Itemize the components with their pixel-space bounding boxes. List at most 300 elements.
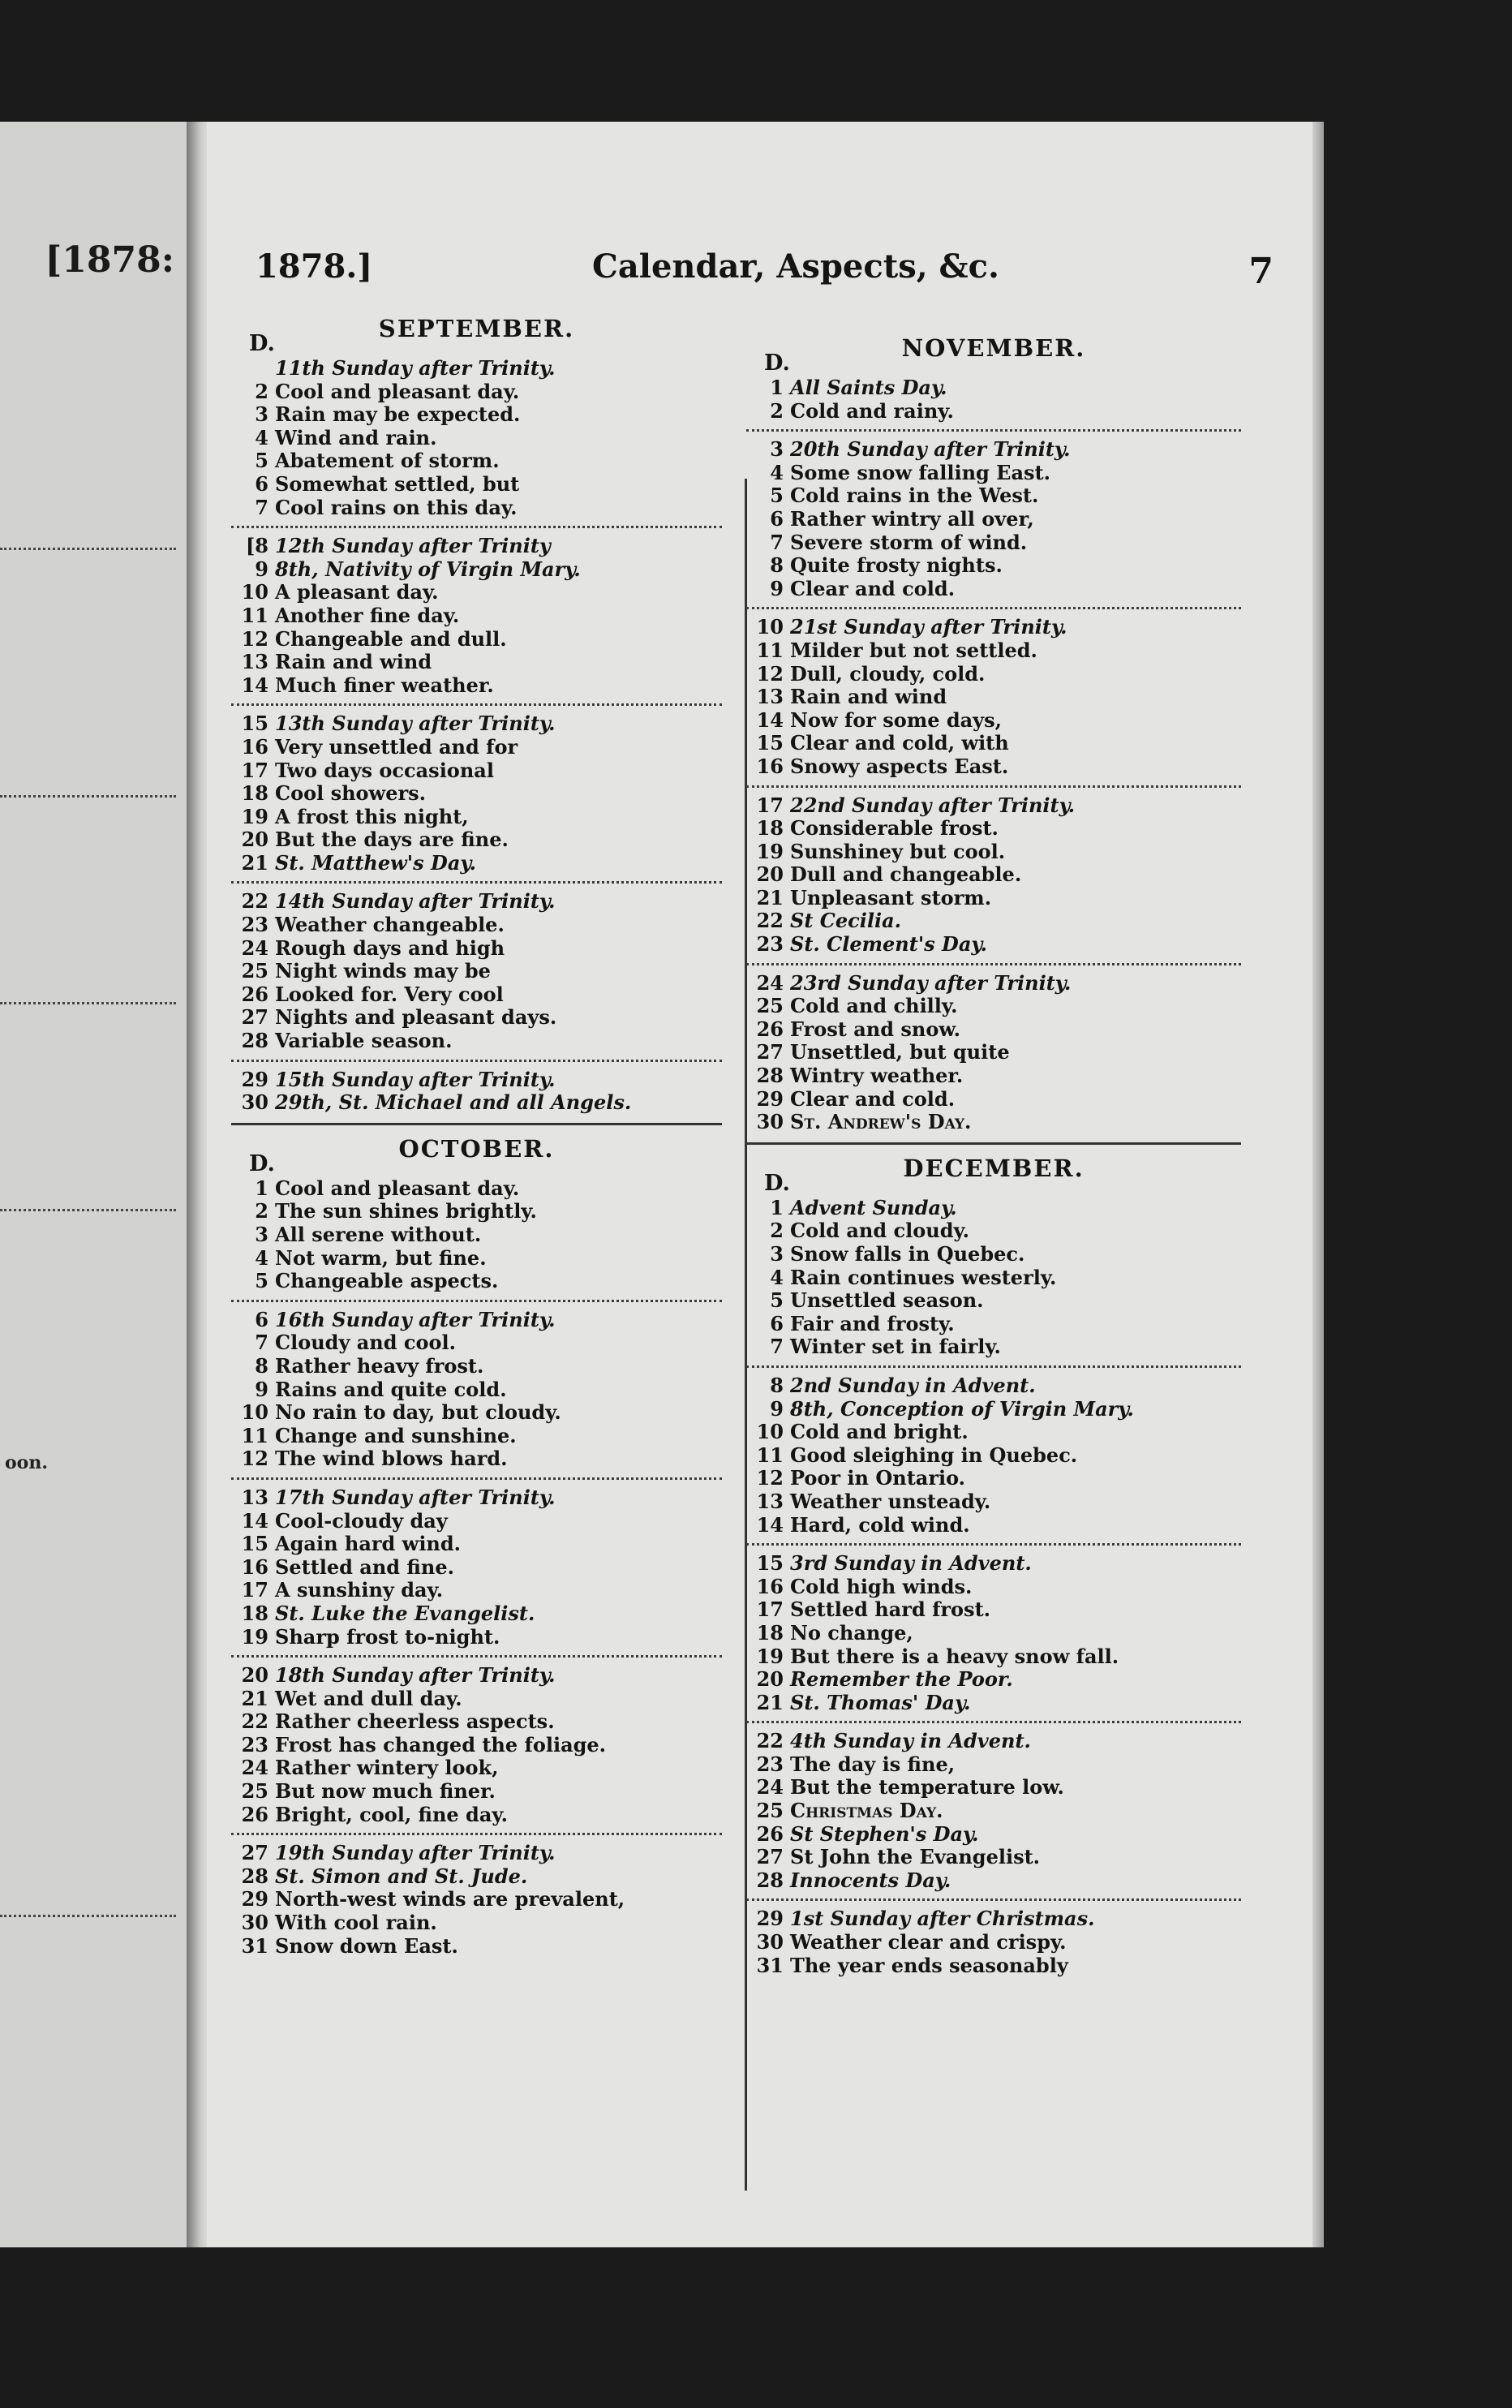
- calendar-entry: [231, 914, 722, 937]
- calendar-entry: [746, 794, 1241, 818]
- day-number: 18: [241, 781, 268, 806]
- day-number: 22: [756, 1729, 784, 1753]
- facing-page-rule: [0, 1002, 176, 1004]
- week-separator: [746, 963, 1241, 965]
- calendar-entry: [231, 759, 722, 783]
- day-note: The day is fine,: [790, 1752, 956, 1776]
- day-note: Cold high winds.: [790, 1574, 973, 1598]
- calendar-entry: [746, 1111, 1241, 1134]
- page-year: 1878.]: [256, 247, 373, 286]
- day-number: 9: [255, 557, 268, 581]
- day-number: 18: [756, 816, 784, 841]
- calendar-entry: [231, 1006, 722, 1030]
- day-note: Cloudy and cool.: [275, 1331, 456, 1355]
- day-number: 31: [756, 1953, 784, 1977]
- day-note: Somewhat settled, but: [275, 471, 520, 496]
- day-number: 20: [241, 828, 268, 852]
- day-note: Variable season.: [275, 1029, 453, 1053]
- day-number: 22: [241, 1709, 268, 1734]
- day-number: 27: [241, 1005, 268, 1030]
- day-number: 13: [241, 1485, 268, 1509]
- calendar-entry: [231, 890, 722, 914]
- day-note: Change and sunshine.: [275, 1423, 517, 1447]
- day-column-label: D.: [764, 350, 790, 376]
- calendar-entry: [231, 1935, 722, 1959]
- day-number: 8: [770, 553, 784, 578]
- day-note: Nights and pleasant days.: [275, 1005, 557, 1030]
- calendar-entry: [746, 1598, 1241, 1622]
- calendar-entry: [746, 639, 1241, 663]
- calendar-entry: [231, 1757, 722, 1780]
- day-number: 3: [770, 1242, 784, 1266]
- day-number: 7: [255, 1331, 268, 1355]
- calendar-entry: [746, 1398, 1241, 1421]
- day-number: 17: [241, 758, 268, 782]
- calendar-entry: [231, 1780, 722, 1804]
- day-note: Unsettled season.: [790, 1288, 984, 1313]
- day-note: 2nd Sunday in Advent.: [790, 1373, 1036, 1397]
- day-number: 9: [770, 1396, 784, 1421]
- calendar-entry: [231, 712, 722, 736]
- day-note: Cool-cloudy day: [275, 1508, 448, 1533]
- calendar-entry: [746, 1467, 1241, 1490]
- day-number: 22: [241, 889, 268, 914]
- day-number: 10: [241, 1400, 268, 1425]
- day-note: No change,: [790, 1620, 913, 1645]
- day-number: 28: [241, 1864, 268, 1888]
- calendar-entry: [746, 1907, 1241, 1931]
- day-number: 29: [241, 1887, 268, 1911]
- day-number: 6: [255, 1307, 268, 1331]
- calendar-entry: [231, 1401, 722, 1425]
- day-note: St Stephen's Day.: [790, 1821, 979, 1846]
- calendar-entry: [231, 806, 722, 829]
- day-number: 17: [756, 793, 784, 817]
- day-number: 10: [756, 1420, 784, 1444]
- calendar-entry: [231, 1200, 722, 1223]
- day-note: Cold rains in the West.: [790, 484, 1039, 508]
- page-title: Calendar, Aspects, &c.: [592, 247, 999, 286]
- calendar-entry: [746, 484, 1241, 508]
- day-note: Settled hard frost.: [790, 1597, 991, 1622]
- calendar-entry: [231, 558, 722, 582]
- day-number: 16: [241, 1554, 268, 1579]
- day-number: 25: [241, 959, 268, 983]
- day-note: Weather changeable.: [275, 913, 505, 937]
- day-note: Changeable aspects.: [275, 1269, 499, 1293]
- calendar-entry: [231, 1579, 722, 1602]
- week-separator: [231, 703, 722, 706]
- day-number: 2: [770, 398, 784, 423]
- month-divider: [746, 1142, 1241, 1145]
- calendar-entry: [746, 863, 1241, 887]
- calendar-entry: [746, 1088, 1241, 1112]
- calendar-entry: [746, 1692, 1241, 1715]
- day-number: 16: [241, 734, 268, 759]
- day-note: Changeable and dull.: [275, 626, 507, 651]
- day-number: 15: [241, 712, 268, 736]
- day-number: 13: [756, 1489, 784, 1513]
- calendar-entry: [231, 1309, 722, 1332]
- calendar-entry: [746, 1374, 1241, 1398]
- calendar-entry: [746, 1954, 1241, 1978]
- calendar-entry: [746, 554, 1241, 578]
- calendar-entry: [231, 782, 722, 806]
- month-divider: [231, 1123, 722, 1125]
- calendar-entry: [231, 1688, 722, 1711]
- day-note: St Cecilia.: [790, 909, 902, 933]
- day-note: Weather clear and crispy.: [790, 1930, 1067, 1954]
- calendar-entry: [231, 1626, 722, 1649]
- day-note: Milder but not settled.: [790, 638, 1037, 662]
- day-note: Weather unsteady.: [790, 1489, 991, 1513]
- calendar-entry: [746, 933, 1241, 957]
- day-number: 5: [770, 1288, 784, 1313]
- day-note: The year ends seasonably: [790, 1953, 1068, 1977]
- day-note: 8th, Nativity of Virgin Mary.: [275, 557, 581, 581]
- calendar-entry: [231, 983, 722, 1007]
- day-number: 31: [241, 1933, 268, 1958]
- calendar-entry: [746, 438, 1241, 462]
- calendar-entry: [231, 535, 722, 558]
- week-separator: [231, 1060, 722, 1062]
- calendar-entry: [746, 1444, 1241, 1468]
- month-november: [746, 334, 1241, 1134]
- day-note: Frost and snow.: [790, 1017, 960, 1041]
- month-september: [231, 315, 722, 1115]
- day-number: 20: [241, 1663, 268, 1688]
- day-number: 17: [756, 1597, 784, 1622]
- day-note: 3rd Sunday in Advent.: [790, 1551, 1032, 1576]
- calendar-entry: [231, 1486, 722, 1510]
- calendar-entry: [746, 1421, 1241, 1444]
- day-note: Poor in Ontario.: [790, 1466, 966, 1490]
- calendar-entry: [746, 755, 1241, 779]
- week-separator: [746, 1721, 1241, 1723]
- calendar-entry: [746, 1753, 1241, 1777]
- calendar-entry: [746, 1576, 1241, 1599]
- week-separator: [231, 1477, 722, 1480]
- day-note: Wintry weather.: [790, 1064, 964, 1088]
- calendar-entry: [231, 651, 722, 674]
- day-note: Unpleasant storm.: [790, 885, 992, 909]
- day-note: Again hard wind.: [275, 1532, 462, 1556]
- calendar-entry: [231, 937, 722, 961]
- day-note: Now for some days,: [790, 707, 1002, 732]
- day-note: 16th Sunday after Trinity.: [275, 1307, 556, 1331]
- week-separator: [746, 1543, 1241, 1546]
- day-number: 14: [241, 1508, 268, 1533]
- day-number: 29: [756, 1907, 784, 1931]
- day-note: Cool showers.: [275, 781, 426, 806]
- calendar-entry: [231, 1177, 722, 1201]
- day-note: Rather wintery look,: [275, 1756, 499, 1780]
- calendar-entry: [746, 1313, 1241, 1336]
- calendar-entry: [746, 1931, 1241, 1954]
- week-separator: [746, 1365, 1241, 1368]
- day-note: Christmas Day.: [790, 1799, 943, 1823]
- calendar-entry: [746, 709, 1241, 733]
- calendar-entry: [231, 828, 722, 852]
- calendar-entry: [231, 581, 722, 604]
- page-number: 7: [1248, 251, 1274, 292]
- day-note: Rain and wind: [790, 685, 947, 709]
- day-number: 4: [255, 1245, 268, 1270]
- day-note: Looked for. Very cool: [275, 982, 504, 1006]
- calendar-entry: [231, 1664, 722, 1688]
- day-note: But the temperature low.: [790, 1775, 1064, 1800]
- calendar-entry: [231, 1734, 722, 1757]
- day-number: 4: [770, 1265, 784, 1289]
- day-number: 27: [756, 1040, 784, 1064]
- calendar-entry: [746, 1552, 1241, 1576]
- day-number: 20: [756, 1667, 784, 1692]
- day-number: 19: [241, 1624, 268, 1649]
- day-note: 19th Sunday after Trinity.: [275, 1841, 556, 1865]
- day-number: 1: [255, 1176, 268, 1200]
- day-number: 23: [241, 1732, 268, 1757]
- day-number: 16: [756, 754, 784, 778]
- calendar-entry: [746, 841, 1241, 864]
- facing-page: [0, 122, 191, 2247]
- calendar-entry: [231, 497, 722, 520]
- day-note: Severe storm of wind.: [790, 530, 1028, 554]
- calendar-entry: [231, 1447, 722, 1471]
- week-separator: [231, 1655, 722, 1658]
- day-number: 12: [756, 1466, 784, 1490]
- calendar-entry: [231, 1804, 722, 1827]
- day-note: 4th Sunday in Advent.: [790, 1729, 1031, 1753]
- day-note: A pleasant day.: [275, 580, 439, 604]
- day-number: 29: [756, 1086, 784, 1111]
- day-note: Cold and chilly.: [790, 994, 958, 1018]
- book-gutter: [187, 122, 209, 2247]
- day-note: 17th Sunday after Trinity.: [275, 1485, 556, 1509]
- day-number: 22: [756, 909, 784, 933]
- day-note: Quite frosty nights.: [790, 553, 1003, 578]
- day-number: 24: [756, 1775, 784, 1800]
- calendar-entry: [746, 909, 1241, 933]
- day-number: 7: [770, 530, 784, 554]
- page-header: [231, 247, 1306, 296]
- calendar-entry: [746, 1041, 1241, 1064]
- calendar-entry: [746, 1289, 1241, 1313]
- calendar-entry: [746, 616, 1241, 639]
- calendar-entry: [746, 1335, 1241, 1359]
- day-note: Cool and pleasant day.: [275, 379, 520, 403]
- day-number: 15: [756, 731, 784, 755]
- day-note: Cool rains on this day.: [275, 495, 518, 519]
- day-number: 1: [770, 376, 784, 399]
- day-note: Considerable frost.: [790, 816, 999, 841]
- calendar-entry: [746, 887, 1241, 910]
- calendar-entry: [746, 1490, 1241, 1514]
- day-number: 5: [255, 1269, 268, 1293]
- day-column-label: D.: [764, 1170, 790, 1196]
- calendar-page: [207, 122, 1322, 2247]
- day-note: Snow falls in Quebec.: [790, 1242, 1025, 1266]
- day-note: Sunshiney but cool.: [790, 839, 1006, 863]
- calendar-entry: [231, 1533, 722, 1556]
- day-note: St. Simon and St. Jude.: [275, 1864, 528, 1888]
- day-note: No rain to day, but cloudy.: [275, 1400, 561, 1425]
- calendar-entry: [231, 1865, 722, 1889]
- day-number: 16: [756, 1574, 784, 1598]
- calendar-entry: [231, 1270, 722, 1293]
- day-note: 14th Sunday after Trinity.: [275, 889, 556, 914]
- day-number: 3: [255, 402, 268, 427]
- day-number: 17: [241, 1578, 268, 1602]
- calendar-entry: [231, 473, 722, 497]
- day-note: Some snow falling East.: [790, 460, 1050, 484]
- calendar-entry: [231, 736, 722, 759]
- calendar-entry: [746, 1243, 1241, 1266]
- day-number: 18: [756, 1620, 784, 1645]
- month-heading: [231, 1135, 722, 1177]
- day-note: Cold and cloudy.: [790, 1219, 970, 1243]
- calendar-entry: [231, 1425, 722, 1448]
- day-number: 28: [756, 1064, 784, 1088]
- day-number: 26: [241, 982, 268, 1006]
- day-number: 23: [756, 1752, 784, 1776]
- facing-page-header: [1878:: [45, 239, 174, 281]
- day-number: 7: [255, 495, 268, 519]
- calendar-entry: [746, 1869, 1241, 1893]
- day-note: Dull, cloudy, cold.: [790, 661, 986, 686]
- day-number: 9: [770, 576, 784, 600]
- day-number: 30: [241, 1090, 268, 1115]
- calendar-entry: [746, 508, 1241, 531]
- day-number: 12: [241, 1447, 268, 1471]
- right-column: [746, 334, 1241, 1977]
- day-number: 24: [756, 970, 784, 995]
- day-number: 30: [756, 1110, 784, 1134]
- day-note: But now much finer.: [275, 1779, 496, 1804]
- day-number: 20: [756, 862, 784, 887]
- week-separator: [231, 526, 722, 528]
- month-heading: [746, 334, 1241, 376]
- day-note: St John the Evangelist.: [790, 1845, 1041, 1869]
- calendar-entry: [231, 403, 722, 427]
- calendar-entry: [231, 1602, 722, 1626]
- calendar-entry: [746, 686, 1241, 709]
- day-number: 24: [241, 935, 268, 960]
- calendar-entry: [231, 1030, 722, 1053]
- day-note: A frost this night,: [275, 804, 469, 828]
- calendar-entry: [746, 1846, 1241, 1869]
- day-number: 3: [770, 437, 784, 462]
- month-october: [231, 1135, 722, 1958]
- day-note: 11th Sunday after Trinity.: [275, 356, 556, 380]
- calendar-entry: [231, 604, 722, 628]
- day-note: Bright, cool, fine day.: [275, 1802, 508, 1826]
- day-note: Clear and cold.: [790, 576, 956, 600]
- day-note: Wet and dull day.: [275, 1686, 462, 1710]
- calendar-entry: [746, 1064, 1241, 1088]
- calendar-entry: [746, 663, 1241, 686]
- day-note: 22nd Sunday after Trinity.: [790, 793, 1076, 817]
- calendar-entry: [746, 1800, 1241, 1823]
- day-number: 14: [241, 673, 268, 697]
- day-note: St. Thomas' Day.: [790, 1690, 971, 1714]
- day-note: Very unsettled and for: [275, 734, 518, 759]
- month-name: SEPTEMBER.: [378, 315, 575, 342]
- week-separator: [746, 785, 1241, 788]
- week-separator: [231, 1300, 722, 1302]
- day-note: The sun shines brightly.: [275, 1199, 537, 1223]
- day-number: 30: [241, 1911, 268, 1935]
- day-note: Clear and cold.: [790, 1086, 956, 1111]
- left-column: [231, 315, 722, 1958]
- day-note: North-west winds are prevalent,: [275, 1887, 625, 1911]
- day-number: 27: [241, 1841, 268, 1865]
- calendar-entry: [746, 578, 1241, 601]
- day-note: 1st Sunday after Christmas.: [790, 1907, 1095, 1931]
- day-note: 12th Sunday after Trinity: [275, 534, 551, 558]
- day-number: 5: [770, 484, 784, 508]
- day-note: Unsettled, but quite: [790, 1040, 1010, 1064]
- day-note: Sharp frost to-night.: [275, 1624, 500, 1649]
- day-note: All serene without.: [275, 1223, 482, 1246]
- day-note: Snow down East.: [275, 1933, 458, 1958]
- day-number: 29: [241, 1067, 268, 1091]
- day-number: 14: [756, 707, 784, 732]
- day-note: Advent Sunday.: [790, 1195, 957, 1219]
- day-number: 10: [756, 615, 784, 639]
- calendar-entry: [746, 1668, 1241, 1692]
- day-number: 15: [241, 1532, 268, 1556]
- week-separator: [746, 1898, 1241, 1901]
- day-number: 26: [756, 1821, 784, 1846]
- calendar-entry: [746, 995, 1241, 1018]
- day-number: 13: [756, 685, 784, 709]
- day-note: Cold and bright.: [790, 1420, 969, 1444]
- calendar-entry: [746, 1645, 1241, 1669]
- day-number: 26: [756, 1017, 784, 1041]
- month-heading: [231, 315, 722, 357]
- day-note: Fair and frosty.: [790, 1311, 955, 1335]
- day-note: Winter set in fairly.: [790, 1335, 1001, 1359]
- month-name: OCTOBER.: [398, 1134, 555, 1163]
- day-number: 21: [241, 1686, 268, 1710]
- day-note: Dull and changeable.: [790, 862, 1022, 887]
- day-number: 7: [770, 1335, 784, 1359]
- month-name: DECEMBER.: [903, 1154, 1085, 1182]
- facing-page-rule: [0, 1209, 176, 1211]
- month-heading: [746, 1155, 1241, 1197]
- week-separator: [746, 429, 1241, 432]
- day-note: Rains and quite cold.: [275, 1377, 507, 1401]
- day-note: Much finer weather.: [275, 673, 494, 697]
- week-separator: [231, 881, 722, 884]
- day-number: 21: [756, 885, 784, 909]
- calendar-entry: [231, 1556, 722, 1580]
- calendar-entry: [231, 852, 722, 875]
- day-number: 27: [756, 1845, 784, 1869]
- day-note: Rather wintry all over,: [790, 506, 1034, 531]
- calendar-entry: [746, 462, 1241, 485]
- day-number: 11: [241, 1423, 268, 1447]
- calendar-entry: [231, 1911, 722, 1935]
- day-number: 21: [241, 850, 268, 875]
- day-note: Another fine day.: [275, 603, 460, 627]
- day-note: St. Clement's Day.: [790, 932, 987, 957]
- calendar-entry: [231, 1710, 722, 1734]
- day-note: 29th, St. Michael and all Angels.: [275, 1090, 632, 1115]
- day-number: 24: [241, 1756, 268, 1780]
- day-note: Clear and cold, with: [790, 731, 1009, 755]
- day-number: 12: [241, 626, 268, 651]
